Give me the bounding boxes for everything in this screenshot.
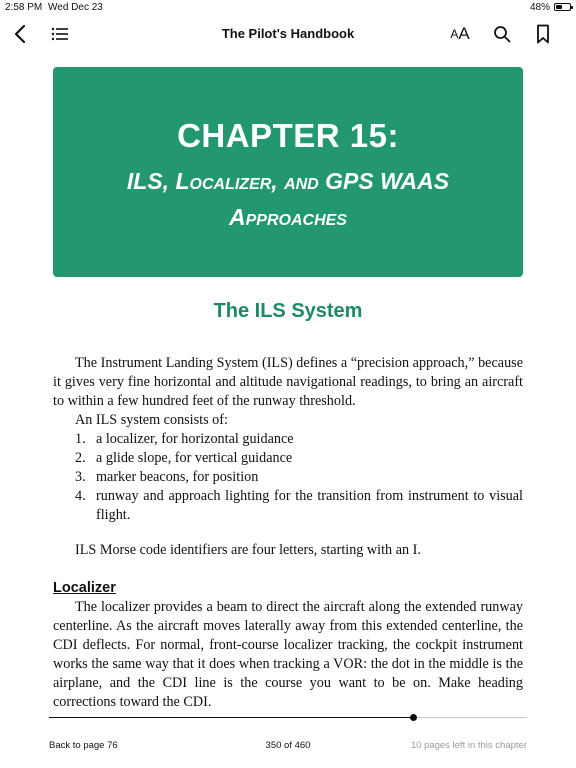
chapter-subtitle [53, 163, 523, 235]
localizer-subheading: Localizer [53, 580, 116, 596]
list-item [53, 487, 523, 525]
localizer-paragraph: The localizer provides a beam to direct the aircraft along the extended runway centerline. As the aircraft moves laterally away from this extended centerline, the CDI deflects. For normal, front-course localizer tracking, the cockpit instrument works the same way that it does when tracking a VOR: the dot in the middle is the airplane, and the CDI line is the course you want to be on. Make heading corrections toward the CDI. [53, 599, 523, 710]
reading-progress-bar[interactable] [49, 717, 527, 718]
book-title: The Pilot's Handbook [221, 26, 355, 41]
pages-left-label: 10 pages left in this chapter [410, 740, 527, 751]
ils-components-list [53, 430, 523, 525]
list-number: 1. [75, 431, 86, 447]
list-item [53, 449, 523, 468]
list-number: 4. [75, 488, 86, 504]
paragraph-intro: The Instrument Landing System (ILS) defines a “precision approach,” because it gives very fine horizontal and altitude navigational readings, to bring an aircraft to within a few hundred feet of the runway threshold. [53, 355, 523, 409]
font-size-small-a: A [450, 27, 459, 41]
list-text: runway and approach lighting for the transition from instrument to visual flight. [96, 488, 523, 523]
search-icon[interactable] [490, 22, 514, 46]
page-indicator: 350 of 460 [265, 740, 311, 751]
list-text: a localizer, for horizontal guidance [96, 431, 294, 447]
chapter-subtitle-line1: ILS, Localizer, and GPS WAAS [126, 168, 450, 194]
page-body [53, 354, 523, 712]
list-number: 3. [75, 469, 86, 485]
status-bar [0, 0, 576, 16]
font-size-button[interactable] [447, 22, 473, 46]
morse-paragraph: ILS Morse code identifiers are four letters, starting with an I. [75, 542, 421, 558]
bookmark-icon[interactable] [531, 22, 555, 46]
status-date: Wed Dec 23 [48, 2, 103, 13]
back-to-page-link[interactable]: Back to page 76 [49, 740, 118, 751]
battery-percent: 48% [529, 2, 550, 13]
chapter-title: CHAPTER 15: [177, 117, 399, 154]
status-time: 2:58 PM [5, 2, 43, 13]
progress-fill [49, 717, 413, 718]
progress-handle[interactable] [410, 714, 417, 721]
reader-toolbar [0, 18, 576, 50]
chapter-banner [53, 67, 523, 277]
table-of-contents-icon[interactable] [48, 22, 72, 46]
list-number: 2. [75, 450, 86, 466]
back-chevron-icon[interactable] [8, 22, 32, 46]
list-text: a glide slope, for vertical guidance [96, 450, 293, 466]
chapter-subtitle-line2: Approaches [229, 204, 347, 230]
list-intro: An ILS system consists of: [75, 412, 228, 428]
list-text: marker beacons, for position [96, 469, 259, 485]
list-item [53, 468, 523, 487]
section-heading: The ILS System [213, 300, 363, 322]
font-size-large-a: A [458, 24, 470, 43]
battery-icon [554, 3, 571, 11]
list-item [53, 430, 523, 449]
